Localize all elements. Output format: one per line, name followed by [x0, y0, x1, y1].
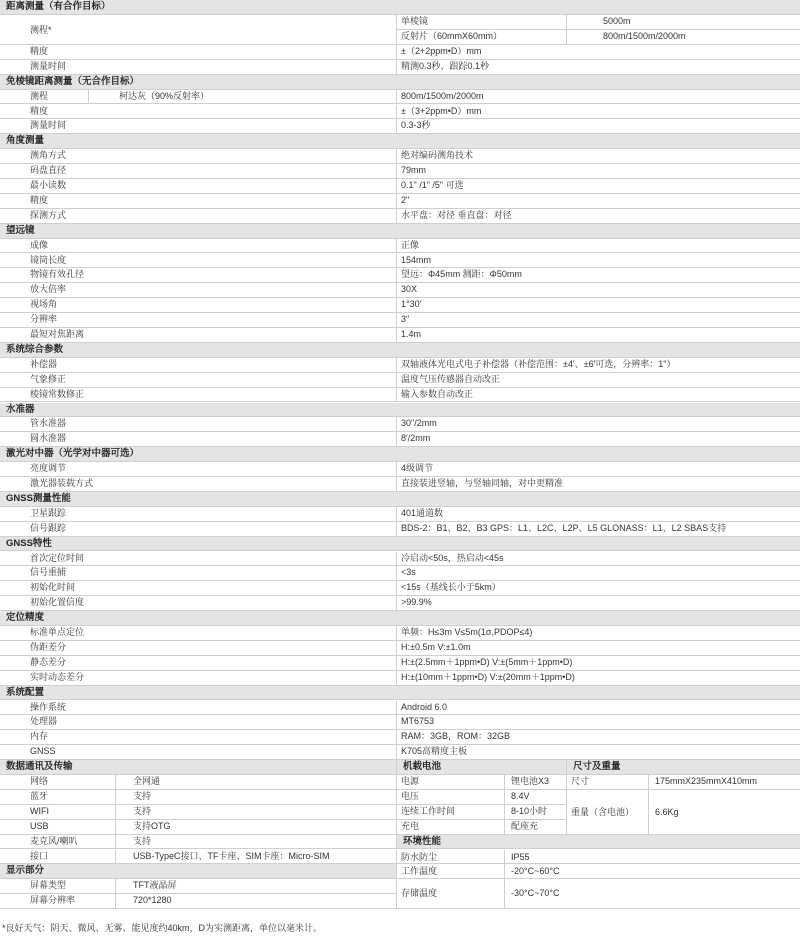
spec-label: 精度: [30, 194, 49, 205]
spec-label: 网络: [30, 776, 49, 786]
spec-row: [0, 641, 800, 656]
spec-row: [396, 805, 566, 820]
spec-value: 支持: [115, 790, 396, 804]
spec-row: [0, 239, 800, 254]
spec-value: 8-10小时: [504, 805, 566, 819]
section-header: [0, 686, 800, 701]
spec-value: RAM：3GB，ROM：32GB: [396, 730, 800, 744]
spec-label: 棱镜常数修正: [30, 388, 85, 399]
spec-label: 镜筒长度: [30, 254, 67, 265]
spec-value: 单频：H≤3m V≤5m(1σ,PDOP≤4): [396, 626, 800, 640]
spec-value: 79mm: [396, 164, 800, 178]
spec-row: [0, 298, 800, 313]
spec-row: [0, 507, 800, 522]
section-title: 显示部分: [6, 865, 45, 877]
spec-label: 标准单点定位: [30, 627, 85, 637]
spec-row: [566, 790, 800, 835]
spec-value: 精测0.3秒、跟踪0.1秒: [396, 60, 800, 74]
section-title: 系统配置: [6, 686, 45, 698]
spec-value: 401通道数: [396, 507, 800, 521]
section-header: [0, 447, 800, 462]
spec-value: -30°C~70°C: [504, 879, 800, 908]
spec-label: WIFI: [30, 805, 49, 816]
spec-row: [396, 864, 800, 879]
spec-value: 30X: [396, 283, 800, 297]
spec-label: 测程*: [30, 24, 52, 35]
spec-label: 实时动态差分: [30, 671, 85, 682]
spec-label: 存储温度: [396, 879, 504, 908]
spec-label: 初始化置信度: [30, 597, 85, 608]
spec-value: 3": [396, 313, 800, 327]
spec-label: 操作系统: [30, 701, 67, 712]
spec-row: [0, 820, 396, 835]
spec-row: [0, 894, 396, 909]
spec-row: [0, 850, 396, 865]
spec-label: 首次定位时间: [30, 552, 85, 563]
spec-row: [0, 149, 800, 164]
spec-row: [566, 775, 800, 790]
spec-value: Android 6.0: [396, 701, 800, 715]
spec-value: 望远：Φ45mm 测距：Φ50mm: [396, 268, 800, 282]
spec-label: 最小读数: [30, 180, 67, 190]
single-prism-value: 5000m: [566, 15, 800, 30]
spec-label: 探测方式: [30, 209, 67, 220]
spec-value: 全网通: [115, 775, 396, 789]
spec-label: 最短对焦距离: [30, 329, 85, 339]
section-title: 免棱镜距离测量（无合作目标）: [6, 75, 140, 87]
spec-row: [0, 715, 800, 730]
spec-value: <3s: [396, 566, 800, 580]
spec-label: 信号跟踪: [30, 522, 67, 533]
spec-value: 输入参数自动改正: [396, 388, 800, 402]
spec-value: TFT液晶屏: [115, 879, 396, 893]
spec-value: ±（2+2ppm•D）mm: [396, 45, 800, 59]
spec-row: [0, 730, 800, 745]
spec-label: 尺寸: [566, 775, 648, 789]
spec-label: 防水防尘: [396, 850, 504, 864]
spec-value: 直接装进竖轴，与竖轴同轴，对中更精准: [396, 477, 800, 491]
spec-label: 充电: [396, 820, 504, 834]
spec-row: [0, 45, 800, 60]
spec-label: 物镜有效孔径: [30, 269, 85, 280]
section-header: [0, 537, 800, 552]
spec-value: -20°C~60°C: [504, 864, 800, 878]
spec-row: [0, 254, 800, 269]
spec-value: 2": [396, 194, 800, 208]
spec-label: 放大倍率: [30, 284, 67, 295]
spec-value: 温度气压传感器自动改正: [396, 373, 800, 387]
section-title: 定位精度: [6, 612, 45, 624]
spec-value: H:±(10mm＋1ppm•D) V:±(20mm＋1ppm•D): [396, 671, 800, 685]
spec-label: 精度: [30, 105, 49, 116]
spec-row: [396, 790, 566, 805]
spec-value: 冷启动<50s，热启动<45s: [396, 552, 800, 566]
spec-row: [0, 790, 396, 805]
spec-label: 精度: [30, 45, 49, 56]
spec-row: [0, 60, 800, 75]
spec-label: 亮度调节: [30, 463, 67, 474]
spec-row: [0, 656, 800, 671]
section-header: [396, 835, 800, 850]
spec-row: [0, 596, 800, 611]
spec-row: [0, 328, 800, 343]
spec-label: 处理器: [30, 716, 58, 727]
spec-row: [0, 879, 396, 894]
spec-row: [0, 701, 800, 716]
section-title: 机载电池: [403, 761, 442, 773]
spec-row: [0, 268, 800, 283]
spec-label: 码盘直径: [30, 165, 67, 176]
spec-value: 支持OTG: [115, 820, 396, 834]
spec-value: 水平盘：对径 垂直盘：对径: [396, 209, 800, 223]
spec-value: 6.6Kg: [648, 790, 800, 834]
spec-value: 正像: [396, 239, 800, 253]
spec-row: [0, 164, 800, 179]
spec-value: 720*1280: [115, 894, 396, 908]
section-header: [0, 0, 800, 15]
spec-label: 麦克风/喇叭: [30, 835, 78, 846]
footnote: *良好天气：阴天、微风、无雾、能见度约40km，D为实测距离，单位以毫米计。: [2, 923, 323, 933]
spec-value: H:±(2.5mm＋1ppm•D) V:±(5mm＋1ppm•D): [396, 656, 800, 670]
reflector-label: 反射片（60mmX60mm）: [396, 30, 566, 45]
spec-label: 测角方式: [30, 150, 67, 161]
section-title: 数据通讯及传输: [6, 761, 73, 773]
spec-value: H:±0.5m V:±1.0m: [396, 641, 800, 655]
spec-value: ±（3+2ppm•D）mm: [396, 105, 800, 119]
spec-value: MT6753: [396, 715, 800, 729]
spec-value: 支持: [115, 835, 396, 849]
spec-value: 支持: [115, 805, 396, 819]
section-title: GNSS特性: [6, 537, 52, 549]
spec-row: [0, 194, 800, 209]
spec-label: 初始化时间: [30, 582, 76, 593]
spec-label: 屏幕类型: [30, 880, 67, 891]
spec-label: 分辨率: [30, 314, 58, 325]
spec-row: [0, 671, 800, 686]
spec-value: BDS-2：B1、B2、B3 GPS：L1、L2C、L2P、L5 GLONASS：L1、L2 SBAS支持: [396, 522, 800, 536]
section-header: [0, 611, 800, 626]
spec-label: 电压: [396, 790, 504, 804]
spec-value: 175mmX235mmX410mm: [648, 775, 800, 789]
section-title: 环境性能: [403, 835, 442, 847]
spec-label: 屏幕分辨率: [30, 895, 76, 906]
section-header: [0, 134, 800, 149]
spec-row: [0, 462, 800, 477]
spec-label: 工作温度: [396, 864, 504, 878]
spec-label: 电源: [396, 775, 504, 789]
spec-label: 接口: [30, 850, 49, 861]
spec-row: [0, 417, 800, 432]
spec-value: 1°30′: [396, 298, 800, 312]
spec-row: [0, 105, 800, 120]
spec-value: 8′/2mm: [396, 432, 800, 446]
spec-value: 0.3-3秒: [396, 119, 800, 133]
spec-row: [0, 745, 800, 760]
spec-label: 卫星跟踪: [30, 507, 67, 518]
spec-row: [0, 835, 396, 850]
spec-row: [0, 581, 800, 596]
spec-label: 成像: [30, 239, 49, 250]
spec-row: [0, 477, 800, 492]
spec-row: [396, 850, 800, 865]
spec-label: 内存: [30, 731, 49, 742]
spec-value: 锂电池X3: [504, 775, 566, 789]
reflector-value: 800m/1500m/2000m: [566, 30, 800, 45]
spec-label: 连续工作时间: [396, 805, 504, 819]
spec-value: 4级调节: [396, 462, 800, 476]
section-header: [0, 343, 800, 358]
spec-row: [0, 388, 800, 403]
spec-label: 视场角: [30, 299, 58, 310]
spec-row: [0, 179, 800, 194]
spec-label: 伪距差分: [30, 641, 67, 652]
spec-sublabel: 柯达灰（90%反射率）: [88, 90, 396, 104]
section-title: 系统综合参数: [6, 343, 64, 355]
spec-row: [0, 119, 800, 134]
spec-row: [0, 775, 396, 790]
spec-label: 蓝牙: [30, 790, 49, 801]
spec-label: 气象修正: [30, 373, 67, 384]
spec-label: USB: [30, 820, 49, 831]
section-header: [0, 760, 396, 775]
spec-row: [0, 209, 800, 224]
section-title: 距离测量（有合作目标）: [6, 1, 111, 12]
spec-label: 信号重捕: [30, 567, 67, 578]
range-row: [0, 15, 800, 45]
section-header: [396, 760, 566, 775]
section-title: 尺寸及重量: [573, 761, 621, 773]
spec-value: 800m/1500m/2000m: [396, 90, 800, 104]
spec-label: 圆水准器: [30, 433, 67, 444]
section-header: [0, 403, 800, 418]
spec-value: 双轴液体光电式电子补偿器（补偿范围：±4′、±6′可选，分辨率：1"）: [396, 358, 800, 372]
section-header: [0, 864, 396, 879]
spec-label: GNSS: [30, 746, 56, 757]
spec-row: [0, 358, 800, 373]
spec-value: >99.9%: [396, 596, 800, 610]
spec-label: 激光器装载方式: [30, 478, 94, 488]
section-title: 角度测量: [6, 135, 45, 147]
section-header: [0, 492, 800, 507]
spec-row: [396, 879, 800, 909]
spec-value: 配座充: [504, 820, 566, 834]
spec-value: 8.4V: [504, 790, 566, 804]
spec-row: [0, 90, 800, 105]
section-header: [566, 760, 800, 775]
spec-label: 管水准器: [30, 418, 67, 429]
spec-value: 154mm: [396, 254, 800, 268]
spec-row: [0, 552, 800, 567]
spec-label: 重量（含电池）: [566, 790, 648, 834]
spec-row: [0, 626, 800, 641]
spec-row: [0, 313, 800, 328]
spec-value: 30"/2mm: [396, 417, 800, 431]
spec-label: 测量时间: [30, 120, 67, 131]
spec-row: [396, 820, 566, 835]
spec-row: [0, 283, 800, 298]
section-header: [0, 75, 800, 90]
spec-row: [396, 775, 566, 790]
spec-label: 测程: [30, 90, 49, 101]
spec-label: 测量时间: [30, 60, 67, 71]
section-title: GNSS测量性能: [6, 492, 71, 504]
spec-value: K705高精度主板: [396, 745, 800, 759]
section-title: 激光对中器（光学对中器可选）: [6, 448, 140, 460]
spec-row: [0, 373, 800, 388]
section-title: 望远镜: [6, 224, 35, 236]
section-header: [0, 224, 800, 239]
spec-value: IP55: [504, 850, 800, 864]
spec-value: 1.4m: [396, 328, 800, 342]
spec-value: 绝对编码测角技术: [396, 149, 800, 163]
spec-value: USB-TypeC接口、TF卡座、SIM卡座：Micro-SIM: [115, 850, 396, 864]
spec-value: <15s（基线长小于5km）: [396, 581, 800, 595]
spec-row: [0, 522, 800, 537]
spec-label: 静态差分: [30, 656, 67, 667]
single-prism-label: 单棱镜: [396, 15, 566, 30]
spec-row: [0, 432, 800, 447]
spec-label: 补偿器: [30, 358, 58, 369]
spec-row: [0, 805, 396, 820]
spec-value: 0.1" /1" /5" 可选: [396, 179, 800, 193]
spec-row: [0, 566, 800, 581]
section-title: 水准器: [6, 403, 35, 415]
